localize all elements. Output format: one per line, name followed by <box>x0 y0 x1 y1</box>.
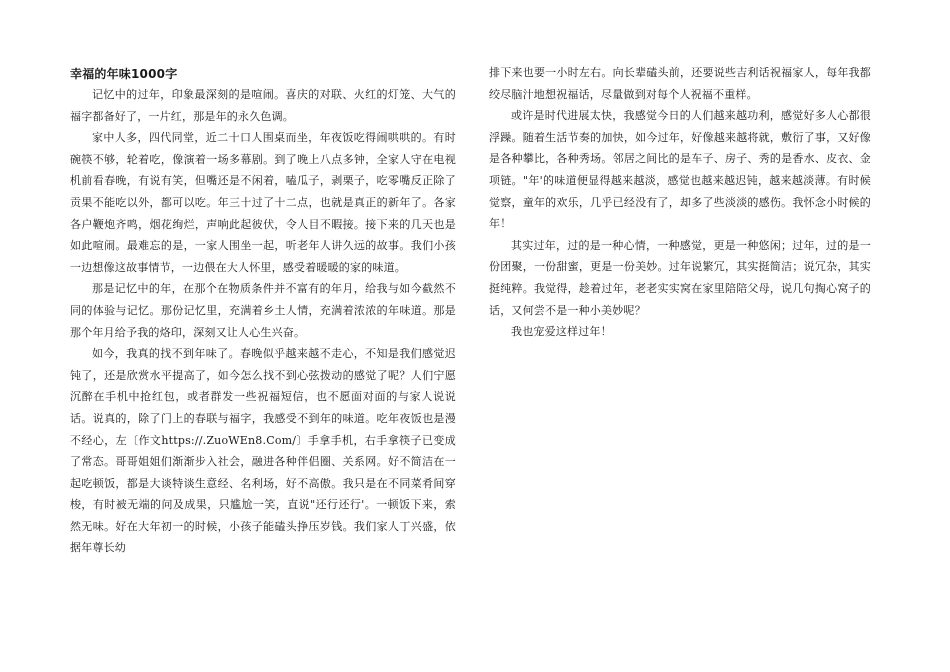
paragraph: 家中人多，四代同堂，近二十口人围桌而坐，年夜饭吃得闹哄哄的。有时碗筷不够，轮着吃，像演着一场多幕剧。到了晚上八点多钟，全家人守在电视机前看春晚，有说有笑，但嘴还是不闲着，嗑瓜子，剥栗子，吃零嘴反正除了贡果不能吃以外，都可以吃。年三十过了十二点，也就是真正的新年了。各家各户鞭炮齐鸣，烟花绚烂，声响此起彼伏，令人目不暇接。接下来的几天也是如此喧闹。最难忘的是，一家人围坐一起，听老年人讲久远的故事。我们小孩一边想像这故事情节，一边偎在大人怀里，感受着暖暖的家的味道。 <box>70 131 456 274</box>
paragraph: 或许是时代进展太快，我感觉今日的人们越来越功利，感觉好多人心都很浮躁。随着生活节奏的加快，如今过年，好像越来越将就，敷衍了事，又好像是各种攀比，各种秀场。邻居之间比的是车子、房子、秀的是香水、皮衣、金项链。"年'的味道便显得越来越淡，感觉也越来越迟钝，越来越淡薄。有时候觉察，童年的欢乐，几乎已经没有了，却多了些淡淡的感伤。我怀念小时候的年！ <box>489 109 871 231</box>
paragraph: 其实过年，过的是一种心情，一种感觉，更是一种悠闲；过年，过的是一份团聚，一份甜蜜，更是一份美妙。过年说繁冗，其实挺简洁；说冗杂，其实挺纯粹。我觉得，趁着过年，老老实实窝在家里陪陪父母，说几句掏心窝子的话，又何尝不是一种小美妙呢？ <box>489 238 871 317</box>
paragraph-continuation: 排下来也要一小时左右。向长辈磕头前，还要说些吉利话祝福家人，每年我都绞尽脑汁地想祝福话，尽量做到对每个人祝福不重样。 <box>489 66 871 101</box>
paragraph: 记忆中的过年，印象最深刻的是喧闹。喜庆的对联、火红的灯笼、大气的福字都备好了，一片红，那是年的永久色调。 <box>70 88 456 123</box>
document-title: 幸福的年味1000字 <box>70 67 178 81</box>
paragraph: 如今，我真的找不到年味了。春晚似乎越来越不走心，不知是我们感觉迟钝了，还是欣赏水平提高了，如今怎么找不到心弦拨动的感觉了呢？人们宁愿沉醉在手机中抢红包，或者群发一些祝福短信，也不愿面对面的与家人说说话。说真的，除了门上的春联与福字，我感受不到年的味道。吃年夜饭也是漫不经心，左〔作文https://.ZuoWEn8.Com/〕手拿手机，右手拿筷子已变成了常态。哥哥姐姐们渐渐步入社会，融进各种伴侣圈、关系网。好不简洁在一起吃顿饭，都是大谈特谈生意经、名利场，好不高傲。我只是在不同菜肴间穿梭，有时被无端的问及成果，只尴尬一笑，直说"还行还行'。一顿饭下来，索然无味。好在大年初一的时候，小孩子能磕头挣压岁钱。我们家人丁兴盛，依据年尊长幼 <box>70 347 456 555</box>
paragraph: 那是记忆中的年，在那个在物质条件并不富有的年月，给我与如今截然不同的体验与记忆。那份记忆里，充满着乡土人情，充满着浓浓的年味道。那是那个年月给予我的烙印，深刻又让人心生兴奋。 <box>70 282 456 339</box>
paragraph: 我也宠爱这样过年！ <box>511 325 612 339</box>
right-column <box>489 62 871 343</box>
left-column <box>70 62 456 559</box>
